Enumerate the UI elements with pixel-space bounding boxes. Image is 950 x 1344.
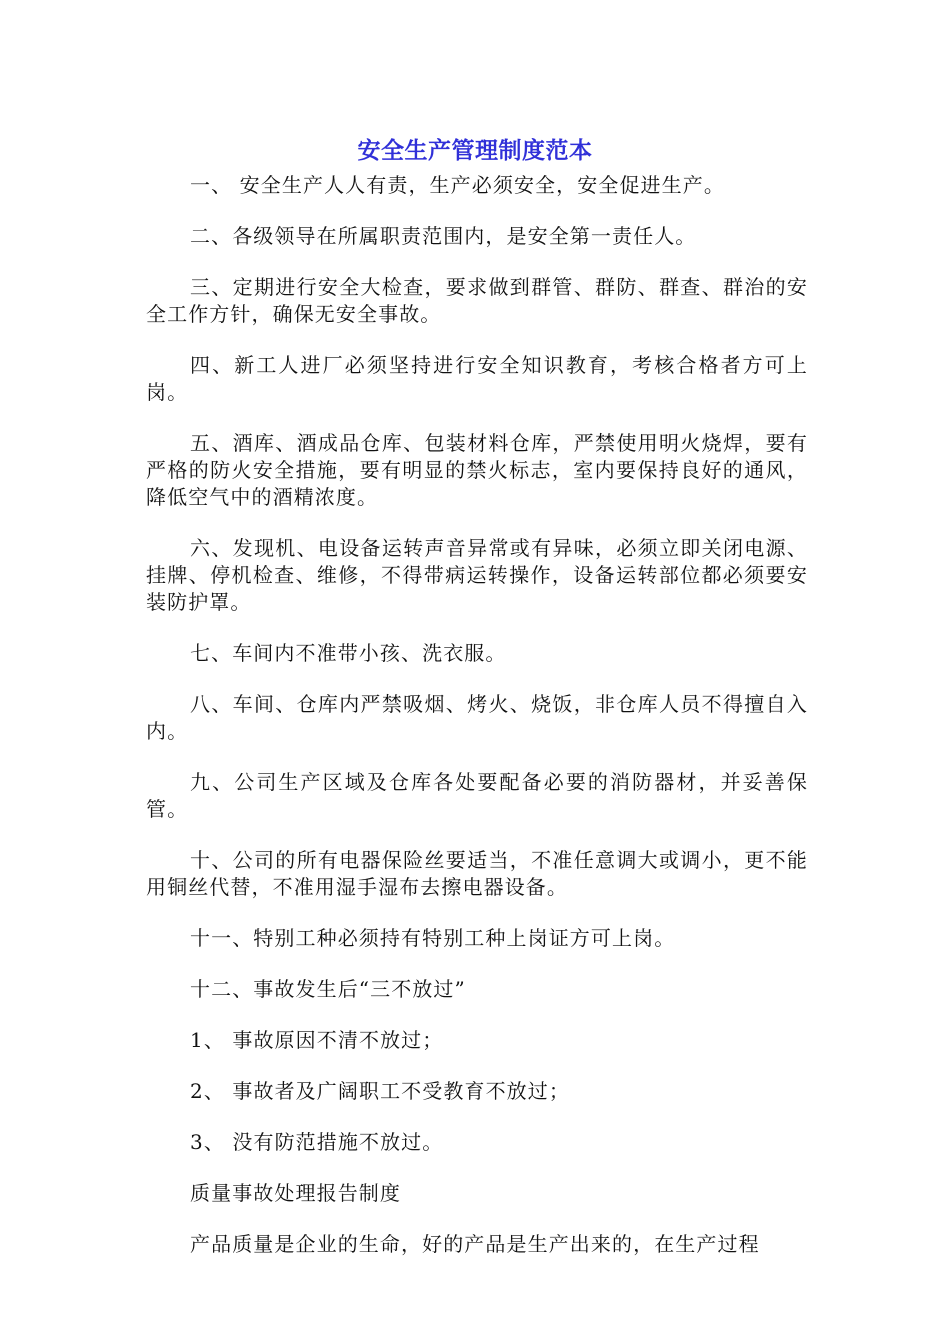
paragraph-11: 十一、特别工种必须持有特别工种上岗证方可上岗。: [190, 926, 676, 950]
paragraph-2: 二、各级领导在所属职责范围内，是安全第一责任人。: [190, 224, 697, 248]
paragraph-8: 八、车间、仓库内严禁吸烟、烤火、烧饭，非仓库人员不得擅自入内。: [146, 692, 808, 743]
paragraph-6: 六、发现机、电设备运转声音异常或有异味，必须立即关闭电源、挂牌、停机检查、维修，不得带病运转操作，设备运转部位都必须要安装防护罩。: [146, 536, 808, 614]
paragraph-9: 九、公司生产区域及仓库各处要配备必要的消防器材，并妥善保管。: [146, 770, 808, 821]
paragraph-1: 一、 安全生产人人有责，生产必须安全，安全促进生产。: [190, 173, 725, 197]
list-item-3: 3、 没有防范措施不放过。: [190, 1130, 444, 1154]
list-item-1: 1、 事故原因不清不放过；: [190, 1028, 444, 1052]
paragraph-10: 十、公司的所有电器保险丝要适当，不准任意调大或调小，更不能用铜丝代替，不准用湿手湿布去擦电器设备。: [146, 848, 808, 899]
paragraph-7: 七、车间内不准带小孩、洗衣服。: [190, 641, 507, 665]
paragraph-3: 三、定期进行安全大检查，要求做到群管、群防、群查、群治的安全工作方针，确保无安全事故。: [146, 275, 808, 326]
paragraph-4: 四、新工人进厂必须坚持进行安全知识教育，考核合格者方可上岗。: [146, 353, 808, 404]
section-heading: 质量事故处理报告制度: [190, 1181, 401, 1205]
document-title: 安全生产管理制度范本: [357, 138, 593, 164]
paragraph-13: 产品质量是企业的生命，好的产品是生产出来的，在生产过程: [190, 1232, 760, 1256]
paragraph-5: 五、酒库、酒成品仓库、包装材料仓库，严禁使用明火烧焊，要有严格的防火安全措施，要有明显的禁火标志，室内要保持良好的通风，降低空气中的酒精浓度。: [146, 431, 808, 509]
paragraph-12: 十二、事故发生后“三不放过”: [190, 977, 466, 1001]
document-body: [146, 172, 808, 1282]
list-item-2: 2、 事故者及广阔职工不受教育不放过；: [190, 1079, 570, 1103]
